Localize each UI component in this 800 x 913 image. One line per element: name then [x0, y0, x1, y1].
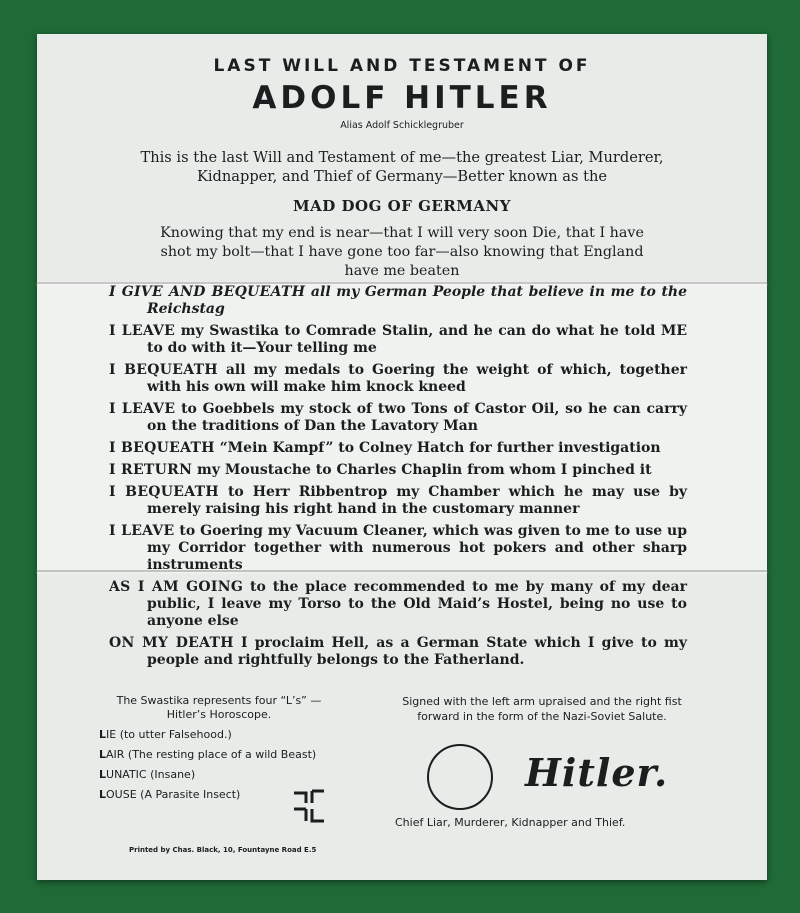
mad-dog-heading: MAD DOG OF GERMANY: [293, 197, 511, 215]
seal-circle: [427, 744, 493, 810]
bequest-item: I BEQUEATH all my medals to Goering the weight of which, together with his own will make him knock kneed: [109, 362, 687, 395]
bequest-item: I LEAVE to Goebbels my stock of two Tons of Castor Oil, so he can carry on the traditions of Dan the Lavatory Man: [109, 401, 687, 434]
signature-block: [387, 694, 697, 724]
bequest-item: I BEQUEATH to Herr Ribbentrop my Chamber which he may use by merely raising his right hand in the customary manner: [109, 484, 687, 517]
bequest-item: I LEAVE to Goering my Vacuum Cleaner, which was given to me to use up my Corridor together with numerous hot pokers and other sharp instruments: [109, 523, 687, 573]
bequest-item: I BEQUEATH “Mein Kampf” to Colney Hatch for further investigation: [109, 440, 661, 456]
alias-line: Alias Adolf Schicklegruber: [340, 120, 464, 131]
bequest-item: I RETURN my Moustache to Charles Chaplin from whom I pinched it: [109, 462, 652, 478]
knowing-line-2: shot my bolt—that I have gone too far—also knowing that England: [160, 244, 644, 260]
bequest-item: AS I AM GOING to the place recommended to me by many of my dear public, I leave my Torso to the Old Maid’s Hostel, being no use to anyone else: [109, 579, 687, 629]
bequest-item: I GIVE AND BEQUEATH all my German People that believe in me to the Reichstag: [109, 284, 687, 317]
l-word-louse: LOUSE (A Parasite Insect): [99, 788, 241, 801]
intro-paragraph: [37, 148, 767, 186]
l-word-lunatic: LUNATIC (Insane): [99, 768, 196, 781]
bequest-list: [109, 284, 687, 674]
signature-title: Chief Liar, Murderer, Kidnapper and Thief.: [395, 816, 626, 829]
four-l-emblem-icon: [292, 789, 326, 823]
swastika-note: [99, 694, 349, 802]
signature-name: Hitler.: [525, 750, 669, 795]
l-word-lair: LAIR (The resting place of a wild Beast): [99, 748, 317, 761]
intro-line-2: Kidnapper, and Thief of Germany—Better known as the: [196, 168, 608, 185]
knowing-line-1: Knowing that my end is near—that I will very soon Die, that I have: [160, 225, 644, 241]
title-line-2: ADOLF HITLER: [252, 80, 552, 116]
printer-imprint: Printed by Chas. Black, 10, Fountayne Road E.5: [129, 846, 317, 854]
knowing-paragraph: [37, 224, 767, 281]
bequest-item: I LEAVE my Swastika to Comrade Stalin, and he can do what he told ME to do with it—Your telling me: [109, 323, 687, 356]
intro-line-1: This is the last Will and Testament of me—the greatest Liar, Murderer,: [140, 149, 664, 166]
swastika-note-intro: The Swastika represents four “L’s” —Hitler’s Horoscope.: [116, 694, 322, 721]
leaflet-paper: [37, 34, 767, 880]
l-word-lie: LIE (to utter Falsehood.): [99, 728, 232, 741]
knowing-line-3: have me beaten: [344, 263, 460, 279]
signed-note: Signed with the left arm upraised and the right fist forward in the form of the Nazi-Soviet Salute.: [402, 695, 682, 723]
title-line-1: LAST WILL AND TESTAMENT OF: [213, 56, 591, 76]
bequest-item: ON MY DEATH I proclaim Hell, as a German State which I give to my people and rightfully belongs to the Fatherland.: [109, 635, 687, 668]
